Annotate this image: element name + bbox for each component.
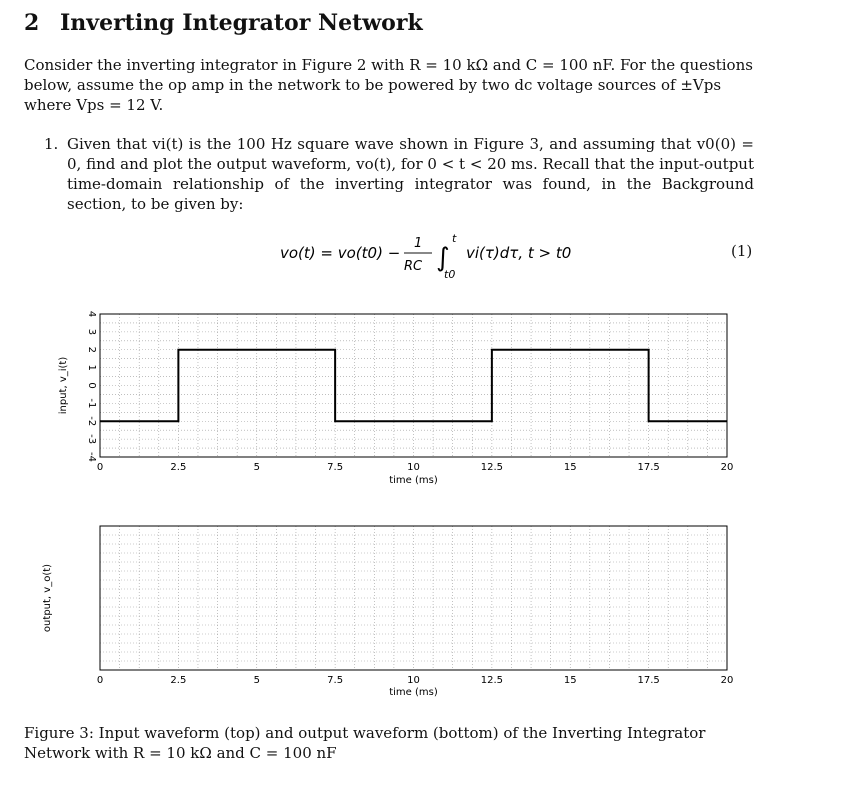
x-tick-label: 10: [407, 675, 420, 686]
question-text: Given that vi(t) is the 100 Hz square wave shown in Figure 3, and assuming that v0(0) = 0, find and plot the output waveform, vo(t), for 0 < t < 20 ms. Recall that the input-output time-domain relationship of the inverting integrator was found, in the Background section, to be given by:: [67, 135, 754, 213]
intro-paragraph: Consider the inverting integrator in Figure 2 with R = 10 kΩ and C = 100 nF. For the questions below, assume the op amp in the network to be powered by two dc voltage sources of ±Vps where Vps = 12 V.: [24, 56, 753, 114]
x-axis-label: time (ms): [389, 687, 438, 698]
y-axis-label: output, v_o(t): [42, 563, 53, 633]
x-tick-label: 12.5: [480, 462, 504, 473]
x-tick-label: 15: [563, 675, 577, 686]
question-label: 1.: [44, 135, 59, 153]
equation-number: (1): [731, 242, 753, 260]
figure-caption: Figure 3: Input waveform (top) and output waveform (bottom) of the Inverting Integrator Network with R = 10 kΩ and C = 100 nF: [24, 724, 706, 762]
equation-frac-num: 1: [414, 236, 423, 251]
y-tick-label: 3: [86, 328, 97, 336]
x-tick-label: 17.5: [637, 675, 660, 686]
x-tick-label: 20: [720, 675, 734, 686]
equation-1: [280, 232, 600, 286]
x-tick-label: 20: [720, 462, 734, 473]
integral-sign: ∫: [436, 243, 450, 273]
x-tick-label: 5: [253, 462, 260, 473]
section-heading: [24, 10, 423, 36]
y-tick-label: 4: [86, 310, 97, 318]
x-tick-label: 5: [253, 675, 260, 686]
y-tick-label: 0: [86, 382, 97, 389]
section-title: Inverting Integrator Network: [60, 10, 423, 36]
x-tick-label: 12.5: [480, 675, 504, 686]
equation-integrand: vi(τ)dτ, t > t0: [466, 244, 572, 262]
section-number: 2: [24, 10, 40, 36]
x-tick-label: 17.5: [637, 462, 660, 473]
x-tick-label: 15: [563, 462, 577, 473]
integral-upper: t: [452, 232, 457, 245]
integral-lower: t0: [444, 268, 456, 281]
y-tick-label: 2: [86, 346, 97, 353]
x-tick-label: 7.5: [327, 675, 344, 686]
y-tick-label: -4: [86, 452, 97, 462]
question-item-1: [44, 134, 754, 214]
x-tick-label: 2.5: [170, 675, 187, 686]
figure-3: [0, 300, 844, 720]
y-tick-label: -3: [86, 434, 97, 445]
x-tick-label: 10: [407, 462, 420, 473]
chart-output: [42, 526, 733, 698]
x-tick-label: 0: [96, 462, 104, 473]
y-tick-label: -1: [86, 398, 97, 409]
equation-svg: [280, 232, 600, 282]
y-axis-label: input, v_i(t): [58, 356, 69, 415]
x-tick-label: 7.5: [327, 462, 344, 473]
x-axis-label: time (ms): [389, 475, 438, 486]
x-tick-label: 2.5: [170, 462, 187, 473]
equation-frac-den: RC: [404, 259, 423, 274]
y-tick-label: -2: [86, 416, 97, 427]
equation-lhs: vo(t) = vo(t0) −: [280, 244, 401, 262]
chart-input: [58, 311, 733, 486]
y-tick-label: 1: [86, 364, 97, 371]
x-tick-label: 0: [96, 675, 104, 686]
